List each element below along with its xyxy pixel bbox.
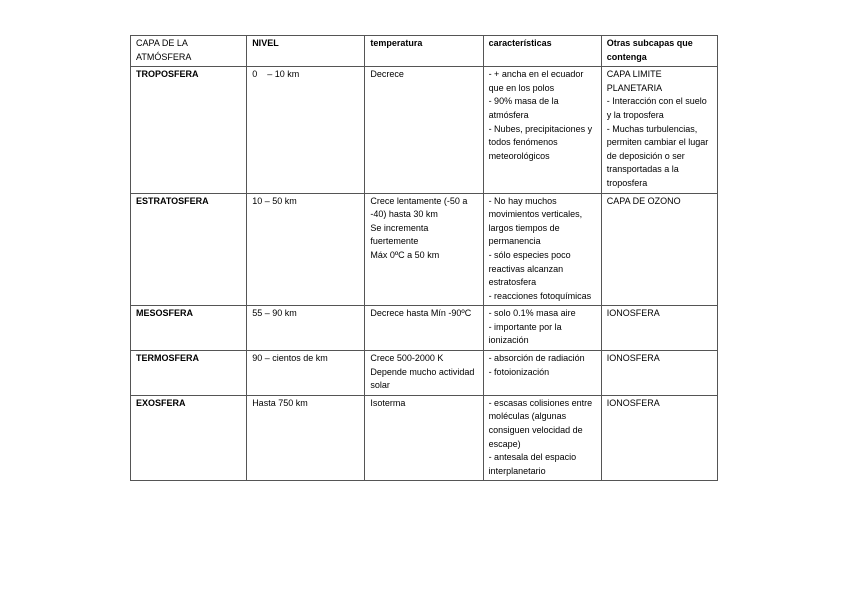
sublayers-cell bbox=[601, 395, 717, 481]
temperature-line: Isoterma bbox=[370, 397, 406, 408]
sublayers-line: - Interacción con el suelo y la troposfera bbox=[606, 96, 707, 120]
level-cell: 0 – 10 km bbox=[247, 67, 365, 193]
characteristics-line: - importante por la ionización bbox=[488, 321, 562, 346]
header-cell-subcapas: Otras subcapas que contenga bbox=[601, 36, 717, 67]
characteristics-cell bbox=[483, 351, 601, 396]
temperature-line: Decrece bbox=[370, 69, 404, 80]
level-cell: 90 – cientos de km bbox=[247, 351, 365, 396]
temperature-line: Máx 0ºC a 50 km bbox=[370, 249, 440, 260]
sublayers-line: IONOSFERA bbox=[606, 308, 660, 319]
temperature-line: Se incrementa fuertemente bbox=[370, 222, 429, 247]
temperature-line: Crece 500-2000 K bbox=[370, 353, 444, 364]
characteristics-line: - 90% masa de la atmósfera bbox=[488, 96, 559, 120]
characteristics-line: - + ancha en el ecuador que en los polos bbox=[488, 69, 584, 93]
layer-name-cell: TROPOSFERA bbox=[131, 67, 247, 193]
header-cell-caracteristicas: características bbox=[483, 36, 601, 67]
temperature-cell bbox=[365, 193, 483, 306]
table-row bbox=[131, 395, 718, 481]
table-row bbox=[131, 351, 718, 396]
sublayers-cell bbox=[601, 193, 717, 306]
sublayers-line: IONOSFERA bbox=[606, 353, 660, 364]
temperature-line: Decrece hasta Mín -90ºC bbox=[370, 308, 472, 319]
table-body bbox=[131, 67, 718, 481]
temperature-line: Depende mucho actividad solar bbox=[370, 366, 475, 391]
table-row bbox=[131, 67, 718, 193]
temperature-line: Crece lentamente (-50 a -40) hasta 30 km bbox=[370, 195, 468, 220]
table-header bbox=[131, 36, 718, 67]
sublayers-cell bbox=[601, 306, 717, 351]
level-cell: 10 – 50 km bbox=[247, 193, 365, 306]
header-cell-capa: CAPA DE LA ATMÓSFERA bbox=[131, 36, 247, 67]
characteristics-line: - Nubes, precipitaciones y todos fenómenos meteorológicos bbox=[488, 123, 593, 161]
atmosphere-layers-table bbox=[130, 35, 718, 481]
layer-name-cell: MESOSFERA bbox=[131, 306, 247, 351]
table-row bbox=[131, 193, 718, 306]
header-cell-temperatura: temperatura bbox=[365, 36, 483, 67]
temperature-cell bbox=[365, 306, 483, 351]
temperature-cell bbox=[365, 395, 483, 481]
characteristics-line: - escasas colisiones entre moléculas (algunas consiguen velocidad de escape) bbox=[488, 397, 593, 449]
layer-name-cell: EXOSFERA bbox=[131, 395, 247, 481]
header-cell-nivel: NIVEL bbox=[247, 36, 365, 67]
level-cell: Hasta 750 km bbox=[247, 395, 365, 481]
characteristics-line: - reacciones fotoquímicas bbox=[488, 290, 592, 301]
table-row bbox=[131, 306, 718, 351]
temperature-cell bbox=[365, 67, 483, 193]
layer-name-cell: TERMOSFERA bbox=[131, 351, 247, 396]
sublayers-cell bbox=[601, 351, 717, 396]
characteristics-cell bbox=[483, 193, 601, 306]
characteristics-line: - absorción de radiación bbox=[488, 353, 585, 364]
sublayers-line: CAPA DE OZONO bbox=[606, 195, 681, 206]
header-row bbox=[131, 36, 718, 67]
characteristics-line: - solo 0.1% masa aire bbox=[488, 308, 576, 319]
layer-name-cell: ESTRATOSFERA bbox=[131, 193, 247, 306]
level-cell: 55 – 90 km bbox=[247, 306, 365, 351]
characteristics-cell bbox=[483, 67, 601, 193]
sublayers-line: CAPA LIMITE PLANETARIA bbox=[606, 69, 663, 93]
characteristics-line: - antesala del espacio interplanetario bbox=[488, 452, 577, 476]
characteristics-line: - fotoionización bbox=[488, 366, 550, 377]
characteristics-cell bbox=[483, 395, 601, 481]
sublayers-cell bbox=[601, 67, 717, 193]
characteristics-cell bbox=[483, 306, 601, 351]
sublayers-line: - Muchas turbulencias, permiten cambiar el lugar de deposición o ser transportadas a la troposfera bbox=[606, 123, 709, 188]
temperature-cell bbox=[365, 351, 483, 396]
characteristics-line: - No hay muchos movimientos verticales, largos tiempos de permanencia bbox=[488, 195, 583, 247]
characteristics-line: - sólo especies poco reactivas alcanzan estratosfera bbox=[488, 249, 571, 288]
sublayers-line: IONOSFERA bbox=[606, 397, 660, 408]
